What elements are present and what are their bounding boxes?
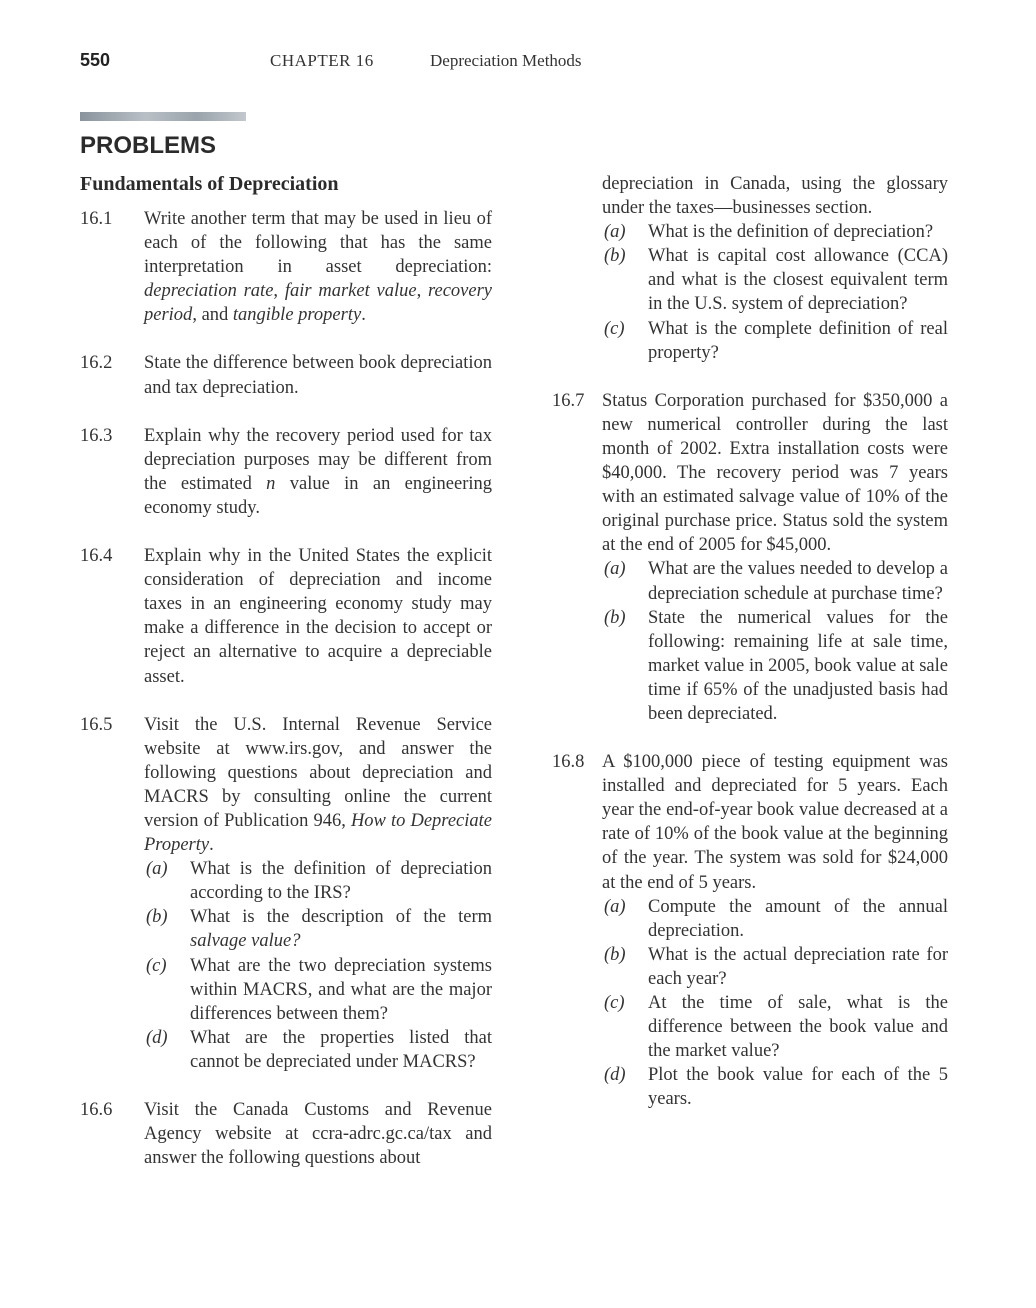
running-header — [80, 50, 960, 76]
subpart-text: At the time of sale, what is the difference between the book value and the market value? — [648, 993, 948, 1062]
page-number: 550 — [80, 50, 111, 70]
subpart-label: (d) — [146, 1027, 168, 1048]
term-recovery-period: recovery period — [144, 281, 493, 326]
chapter-title: Depreciation Methods — [430, 51, 582, 70]
text-span: Visit the U.S. Internal Revenue Service website at www.irs.gov, and answer the following questions about depreciation and MACRS by consulting online the current version of Publication 946, — [144, 714, 492, 831]
subpart-b — [602, 606, 948, 726]
problem-text — [144, 207, 492, 327]
subpart-text: What are the values needed to develop a depreciation schedule at purchase time? — [648, 559, 948, 604]
problem-16-8 — [552, 750, 948, 1111]
problem-16-3 — [80, 424, 492, 520]
period: . — [361, 305, 366, 326]
text-span: Explain why the recovery period used for tax depreciation purposes may be different from the estimated — [144, 425, 492, 494]
problem-16-5 — [80, 713, 492, 1074]
subpart-text: Compute the amount of the annual depreciation. — [648, 896, 948, 941]
continued-subparts — [602, 220, 948, 365]
problem-number: 16.5 — [80, 714, 113, 735]
subpart-label: (c) — [146, 955, 167, 976]
subpart-label: (b) — [146, 907, 168, 928]
subpart-text: What is the definition of depreciation? — [648, 222, 934, 243]
subpart-c — [602, 991, 948, 1063]
left-column — [80, 207, 492, 1194]
term-fair-market-value: fair market value — [284, 281, 417, 302]
subpart-text: What is the definition of depreciation according to the IRS? — [190, 859, 492, 904]
question-mark: ? — [291, 931, 301, 952]
problem-text: Visit the Canada Customs and Revenue Agency website at ccra-adrc.gc.ca/tax and answer the following questions about — [144, 1100, 492, 1169]
problem-text: State the difference between book depreciation and tax depreciation. — [144, 353, 492, 398]
subpart-label: (a) — [604, 896, 626, 917]
problem-number: 16.8 — [552, 752, 585, 773]
subpart-d — [602, 1063, 948, 1111]
subpart-label: (c) — [604, 993, 625, 1013]
section-heading: Fundamentals of Depreciation — [80, 173, 339, 195]
problem-number: 16.7 — [552, 390, 585, 411]
problem-text: Explain why in the United States the explicit consideration of depreciation and income taxes in an engineering economy study may make a difference in the decision to accept or reject an alternative to acquire a depreciable asset. — [144, 546, 492, 687]
problem-text — [144, 424, 492, 520]
subpart-label: (a) — [146, 859, 168, 880]
problem-text: A $100,000 piece of testing equipment was installed and depreciated for 5 years. Each year the end-of-year book value decreased at a rate of 10% of the book value at the beginning of the year. The system was sold for $24,000 at the end of 5 years. — [602, 752, 948, 893]
subpart-a — [602, 557, 948, 605]
term-tangible-property: tangible property — [232, 305, 362, 326]
subpart-c — [144, 954, 492, 1026]
subpart-text: What are the two depreciation systems within MACRS, and what are the major differences between them? — [190, 955, 492, 1024]
problem-16-6 — [80, 1098, 492, 1170]
problem-16-6-continued — [552, 172, 948, 365]
problem-number: 16.3 — [80, 425, 113, 446]
publication-title: How to Depreciate Property — [144, 810, 492, 856]
term-depreciation-rate: depreciation rate — [144, 281, 274, 302]
problem-number: 16.2 — [80, 353, 113, 374]
subpart-text: What is the actual depreciation rate for each year? — [648, 944, 948, 989]
right-column — [552, 172, 948, 1135]
text-span: value in an engineering economy study. — [144, 473, 492, 518]
variable-n: n — [266, 473, 276, 494]
problem-number: 16.1 — [80, 209, 113, 229]
subpart-b — [144, 905, 492, 953]
subpart-c — [602, 317, 948, 365]
subpart-text: What is capital cost allowance (CCA) and what is the closest equivalent term in the U.S. system of depreciation? — [648, 246, 948, 315]
subpart-label: (a) — [604, 559, 626, 580]
problem-16-7 — [552, 389, 948, 726]
problem-number: 16.4 — [80, 546, 113, 567]
subpart-label: (d) — [604, 1065, 626, 1086]
subpart-label: (b) — [604, 607, 626, 628]
subpart-label: (b) — [604, 246, 626, 267]
problem-text: Status Corporation purchased for $350,000 a new numerical controller during the last month of 2002. Extra installation costs were $40,000. The recovery period was 7 years with an estimated salvage value of 10% of the original purchase price. Status sold the system at the end of 2005 for $45,000. — [602, 390, 948, 556]
subpart-label: (a) — [604, 222, 626, 243]
problems-heading: PROBLEMS — [80, 132, 217, 159]
subpart-text: State the numerical values for the following: remaining life at sale time, market value in 2005, book value at sale time if 65% of the unadjusted basis had been depreciated. — [648, 607, 948, 724]
separator: , and — [192, 305, 233, 326]
continued-text: depreciation in Canada, using the glossary under the taxes—businesses section. — [602, 174, 948, 219]
subpart-a — [602, 895, 948, 943]
period: . — [209, 835, 214, 856]
subpart-text: Plot the book value for each of the 5 years. — [648, 1065, 948, 1110]
chapter-label: CHAPTER 16 — [270, 51, 374, 70]
subpart-a — [602, 220, 948, 244]
problem-number: 16.6 — [80, 1100, 113, 1120]
decorative-bar — [80, 112, 246, 121]
subpart-text: What are the properties listed that cannot be depreciated under MACRS? — [190, 1027, 492, 1072]
subpart-d — [144, 1026, 492, 1074]
subpart-a — [144, 857, 492, 905]
problem-text — [144, 713, 492, 858]
text-span: Write another term that may be used in lieu of each of the following that has the same interpretation in asset depreciation: — [144, 209, 492, 278]
problem-16-1 — [80, 207, 492, 327]
term-salvage-value: salvage value — [190, 931, 292, 952]
problem-16-2 — [80, 351, 492, 399]
separator: , — [273, 281, 285, 302]
subpart-text: What is the complete definition of real property? — [648, 318, 948, 363]
subpart-b — [602, 244, 948, 316]
subpart-label: (b) — [604, 944, 626, 965]
subpart-text: What is the description of the term — [190, 907, 492, 928]
subpart-b — [602, 943, 948, 991]
separator: , — [416, 281, 428, 302]
subpart-label: (c) — [604, 318, 625, 339]
problem-16-4 — [80, 544, 492, 689]
